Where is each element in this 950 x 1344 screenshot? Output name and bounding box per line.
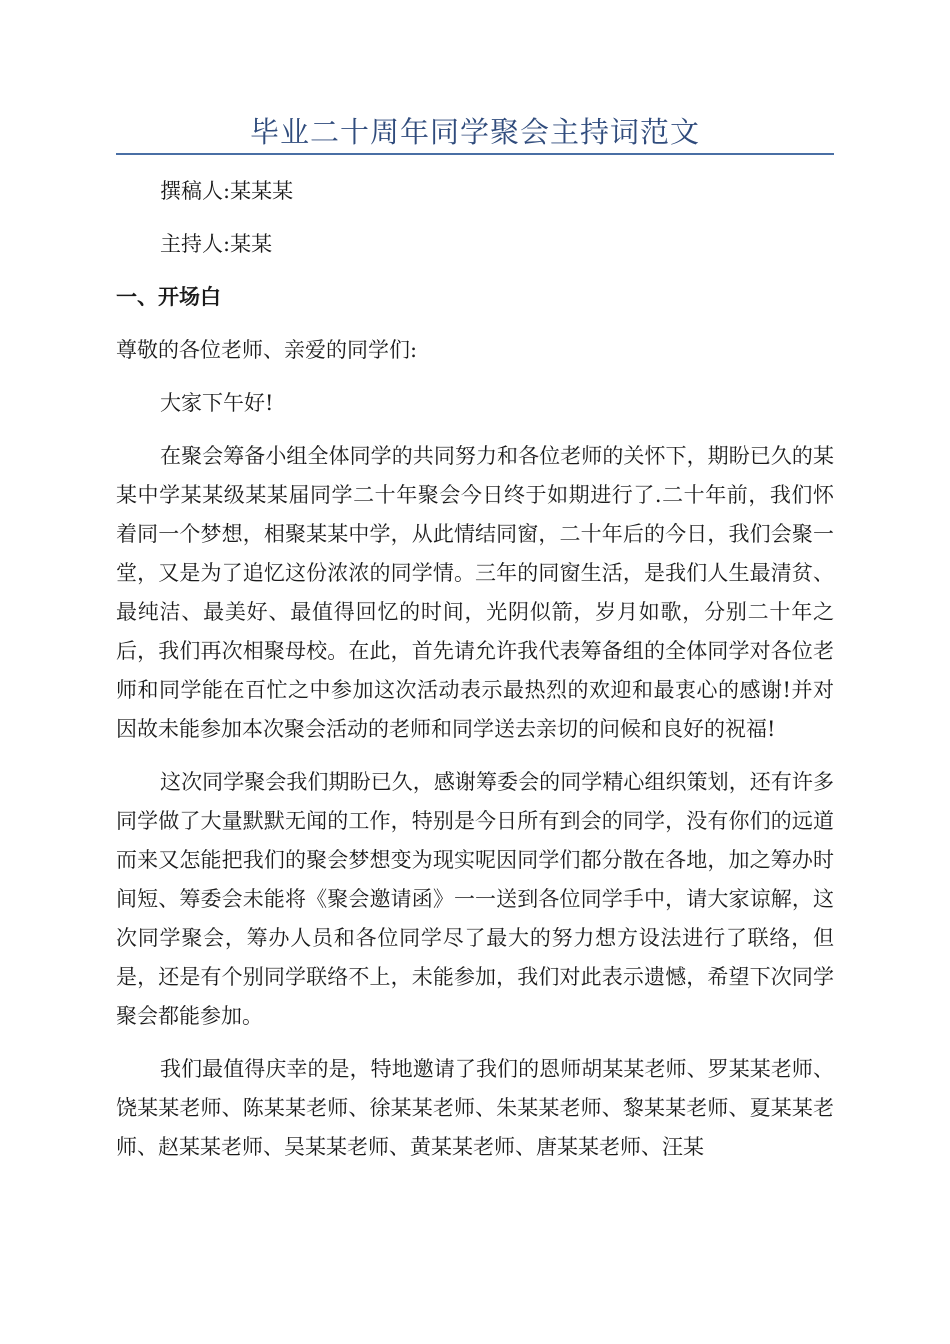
greeting: 大家下午好! [160, 391, 274, 415]
document-body [116, 172, 834, 1181]
section-heading: 一、开场白 [116, 285, 221, 309]
paragraph-1: 在聚会筹备小组全体同学的共同努力和各位老师的关怀下，期盼已久的某某中学某某级某某届同学二十年聚会今日终于如期进行了.二十年前，我们怀着同一个梦想，相聚某某中学，从此情结同窗，二十年后的今日，我们会聚一堂，又是为了追忆这份浓浓的同学情。三年的同窗生活，是我们人生最清贫、最纯洁、最美好、最值得回忆的时间，光阴似箭，岁月如歌，分别二十年之后，我们再次相聚母校。在此，首先请允许我代表筹备组的全体同学对各位老师和同学能在百忙之中参加这次活动表示最热烈的欢迎和最衷心的感谢!并对因故未能参加本次聚会活动的老师和同学送去亲切的问候和良好的祝福! [116, 444, 834, 741]
title-underline [116, 153, 834, 155]
salutation: 尊敬的各位老师、亲爱的同学们: [116, 338, 418, 362]
paragraph-3: 我们最值得庆幸的是，特地邀请了我们的恩师胡某某老师、罗某某老师、饶某某老师、陈某某老师、徐某某老师、朱某某老师、黎某某老师、夏某某老师、赵某某老师、吴某某老师、黄某某老师、唐某某老师、汪某 [116, 1057, 834, 1159]
host-line: 主持人:某某 [160, 232, 273, 256]
author-line: 撰稿人:某某某 [160, 179, 294, 203]
paragraph-2: 这次同学聚会我们期盼已久，感谢筹委会的同学精心组织策划，还有许多同学做了大量默默无闻的工作，特别是今日所有到会的同学，没有你们的远道而来又怎能把我们的聚会梦想变为现实呢因同学们都分散在各地，加之筹办时间短、筹委会未能将《聚会邀请函》一一送到各位同学手中，请大家谅解，这次同学聚会，筹办人员和各位同学尽了最大的努力想方设法进行了联络，但是，还是有个别同学联络不上，未能参加，我们对此表示遗憾，希望下次同学聚会都能参加。 [116, 770, 834, 1028]
document-title: 毕业二十周年同学聚会主持词范文 [249, 115, 700, 149]
